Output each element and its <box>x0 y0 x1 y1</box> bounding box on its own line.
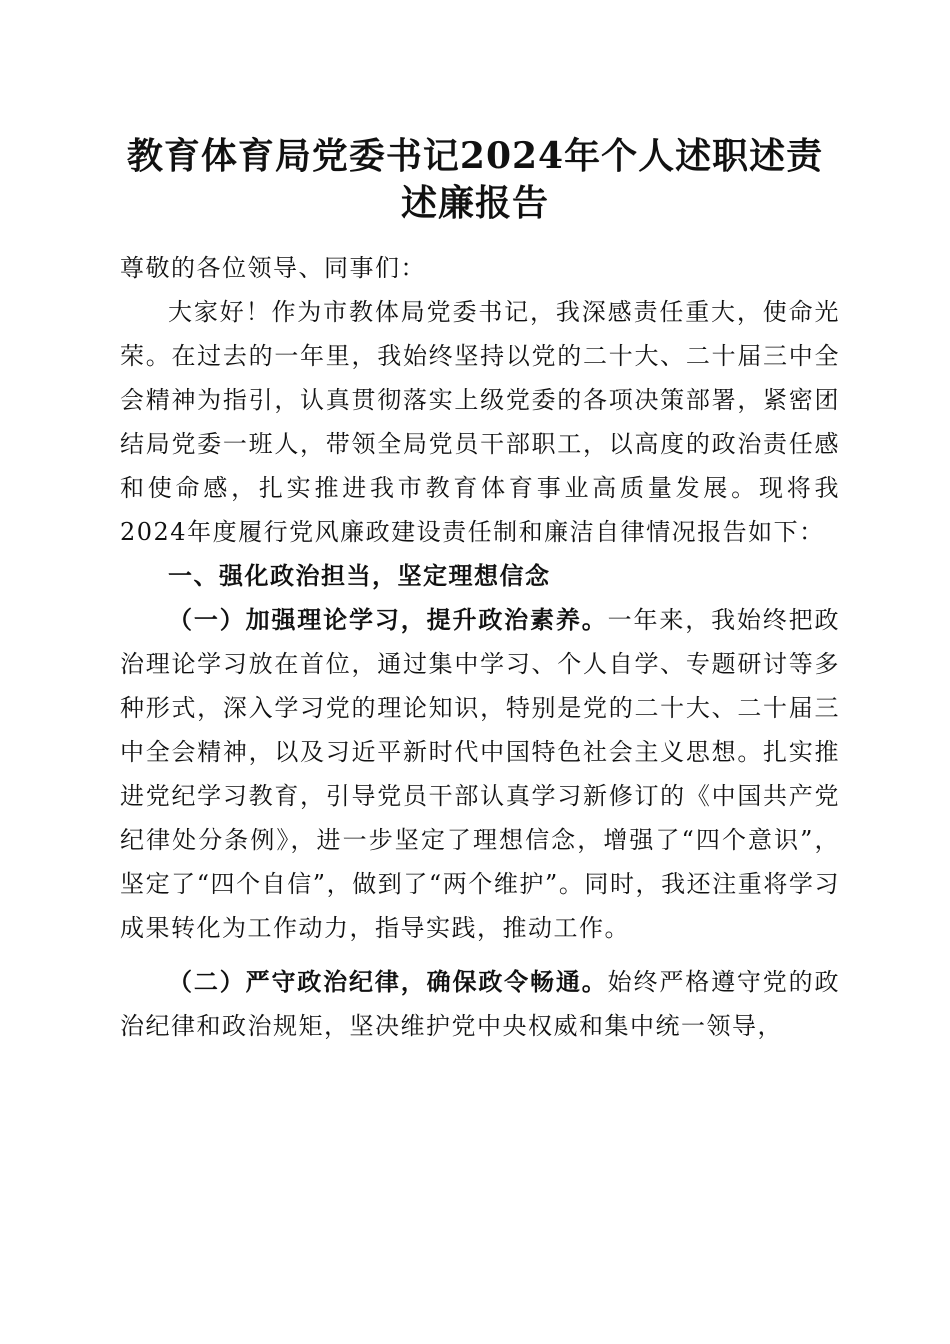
subsection-1-text: 一年来，我始终把政治理论学习放在首位，通过集中学习、个人自学、专题研讨等多种形式，深入学习党的理论知识，特别是党的二十大、二十届三中全会精神，以及习近平新时代中国特色社会主义思想。扎实推进党纪学习教育，引导党员干部认真学习新修订的《中国共产党纪律处分条例》，进一步坚定了理想信念，增强了“四个意识”，坚定了“四个自信”，做到了“两个维护”。同时，我还注重将学习成果转化为工作动力，指导实践，推动工作。 <box>120 606 841 942</box>
subsection-1-lead: （一）加强理论学习，提升政治素养。 <box>168 605 608 634</box>
section-heading-1: 一、强化政治担当，坚定理想信念 <box>168 562 551 590</box>
intro-paragraph: 大家好！作为市教体局党委书记，我深感责任重大，使命光荣。在过去的一年里，我始终坚持以党的二十大、二十届三中全会精神为指引，认真贯彻落实上级党委的各项决策部署，紧密团结局党委一班人，带领全局党员干部职工，以高度的政治责任感和使命感，扎实推进我市教育体育事业高质量发展。现将我2024年度履行党风廉政建设责任制和廉洁自律情况报告如下： <box>120 298 840 546</box>
subsection-1-paragraph <box>120 598 840 950</box>
document-body <box>120 246 840 1048</box>
subsection-2-lead: （二）严守政治纪律，确保政令畅通。 <box>168 967 608 996</box>
subsection-2-text: 始终严格遵守党的政治纪律和政治规矩，坚决维护党中央权威和集中统一领导， <box>120 968 841 1040</box>
subsection-2-paragraph <box>120 960 840 1048</box>
salutation: 尊敬的各位领导、同事们： <box>120 254 426 282</box>
document-title: 教育体育局党委书记2024年个人述职述责述廉报告 <box>126 135 824 224</box>
